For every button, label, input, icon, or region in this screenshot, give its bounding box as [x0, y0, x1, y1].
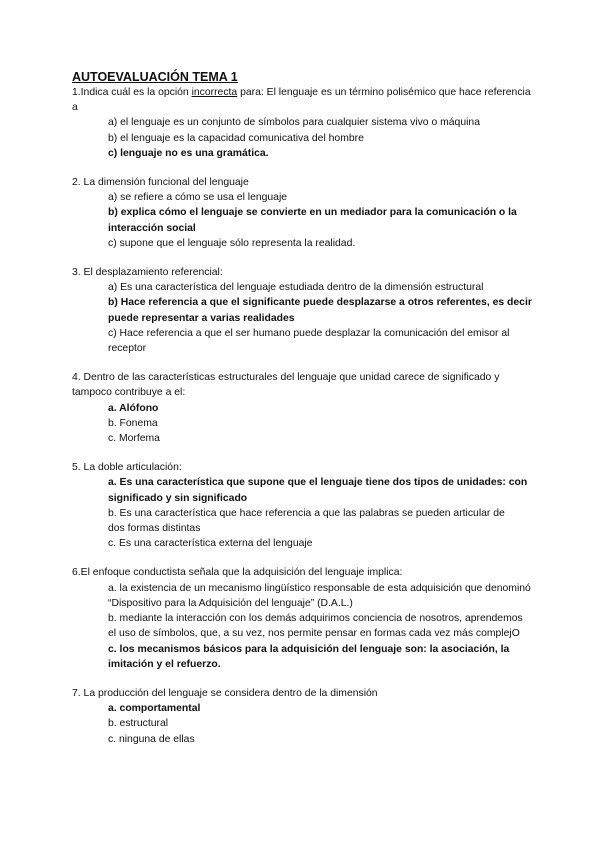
document-title: AUTOEVALUACIÓN TEMA 1: [72, 70, 238, 84]
question-3: 3. El desplazamiento referencial:: [72, 267, 223, 279]
option-3c: c) Hace referencia a que el ser humano puede desplazar la comunicación del emisor al receptor: [108, 327, 510, 355]
question-4-options: [72, 401, 532, 447]
document-page: [72, 69, 532, 747]
option-3b: b) Hace referencia a que el significante puede desplazarse a otros referentes, es decir puede representar a varias realidades: [108, 297, 532, 324]
question-4-line-1: 4. Dentro de las características estructurales del lenguaje que unidad carece de significado y: [72, 372, 500, 384]
option-7a: a. comportamental: [108, 703, 201, 715]
option-1c: c) lenguaje no es una gramática.: [108, 147, 269, 159]
option-4a: a. Alófono: [108, 402, 159, 414]
option-5b: b. Es una característica que hace referencia a que las palabras se pueden articular de: [108, 507, 505, 519]
question-2: 2. La dimensión funcional del lenguaje: [72, 177, 249, 189]
option-6a: a. la existencia de un mecanismo lingüístico responsable de esta adquisición que denominó “Dispositivo para la Adquisición del lenguaje” (D.A.L.): [108, 582, 531, 609]
question-1-options: [72, 115, 532, 161]
option-5c: c. Es una característica externa del lenguaje: [108, 538, 313, 550]
option-1b: b) el lenguaje es la capacidad comunicativa del hombre: [108, 132, 364, 144]
option-4c: c. Morfema: [108, 433, 160, 445]
option-2c: c) supone que el lenguaje sólo representa la realidad.: [108, 237, 356, 249]
underlined-word: incorrecta: [191, 87, 238, 98]
question-6: 6.El enfoque conductista señala que la adquisición del lenguaje implica:: [72, 567, 403, 579]
question-7-options: [72, 701, 532, 747]
question-5-options: [72, 475, 532, 551]
question-3-options: [72, 280, 532, 356]
option-5b-continued: dos formas distintas: [108, 523, 201, 535]
option-6c: c. los mecanismos básicos para la adquisición del lenguaje son: la asociación, la imitación y el refuerzo.: [108, 643, 510, 670]
option-6b: b. mediante la interacción con los demás adquirimos conciencia de nosotros, aprendemos el uso de símbolos, que, a su vez, nos permite pensar en formas cada vez más complejO: [108, 613, 523, 640]
question-1: 1.Indica cuál es la opción incorrecta para: El lenguaje es un término polisémico que hace referencia a: [72, 87, 531, 114]
question-2-options: [72, 190, 532, 251]
question-5: 5. La doble articulación:: [72, 462, 182, 474]
option-3a: a) Es una característica del lenguaje estudiada dentro de la dimensión estructural: [108, 282, 484, 294]
question-6-options: [72, 581, 532, 672]
question-7: 7. La producción del lenguaje se considera dentro de la dimensión: [72, 687, 378, 699]
option-7b: b. estructural: [108, 718, 169, 730]
option-1a: a) el lenguaje es un conjunto de símbolos para cualquier sistema vivo o máquina: [108, 117, 480, 129]
option-4b: b. Fonema: [108, 417, 158, 429]
option-2a: a) se refiere a cómo se usa el lenguaje: [108, 192, 288, 204]
question-4-line-2: tampoco contribuye a el:: [72, 387, 186, 399]
option-7c: c. ninguna de ellas: [108, 733, 195, 745]
option-2b: b) explica cómo el lenguaje se convierte en un mediador para la comunicación o la interacción social: [108, 207, 517, 234]
option-5a: a. Es una característica que supone que el lenguaje tiene dos tipos de unidades: con significado y sin significado: [108, 477, 528, 504]
